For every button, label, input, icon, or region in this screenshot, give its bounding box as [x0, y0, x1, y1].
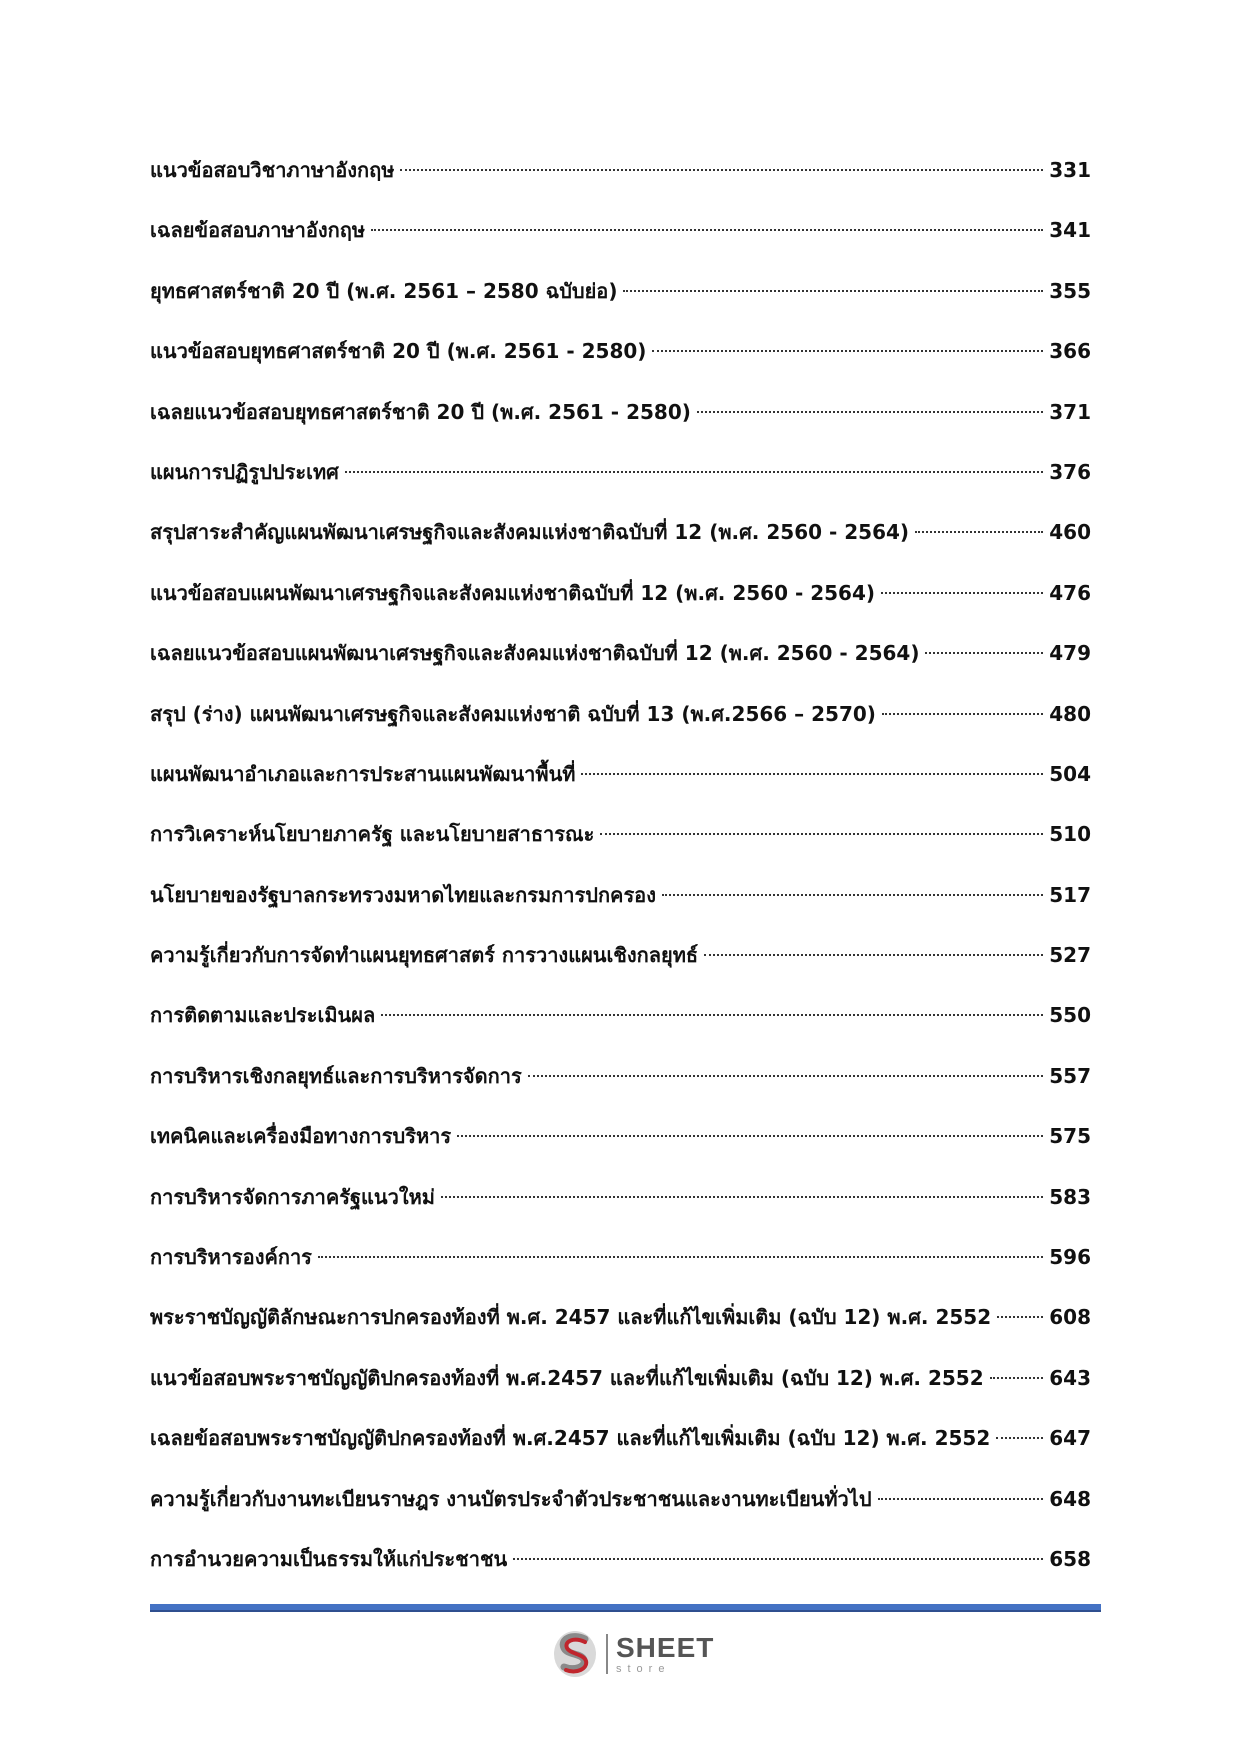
- toc-entry-page: 647: [1049, 1426, 1091, 1451]
- logo-subtitle: store: [616, 1662, 671, 1675]
- toc-entry-page: 341: [1049, 218, 1091, 243]
- toc-entry-title: การบริหารองค์การ: [150, 1245, 312, 1270]
- toc-dot-leader: [623, 290, 1043, 292]
- toc-entry[interactable]: [150, 875, 1091, 935]
- toc-entry-page: 557: [1049, 1063, 1091, 1088]
- toc-entry-page: 355: [1049, 278, 1091, 303]
- toc-entry[interactable]: [150, 271, 1091, 331]
- toc-entry-title: การบริหารจัดการภาครัฐแนวใหม่: [150, 1184, 435, 1209]
- toc-dot-leader: [581, 773, 1043, 775]
- toc-entry-title: เฉลยแนวข้อสอบยุทธศาสตร์ชาติ 20 ปี (พ.ศ. 2561 - 2580): [150, 399, 691, 424]
- toc-entry-title: การวิเคราะห์นโยบายภาครัฐ และนโยบายสาธารณะ: [150, 822, 595, 847]
- toc-entry-page: 658: [1049, 1546, 1091, 1571]
- sheet-store-logo: [552, 1628, 714, 1680]
- toc-entry-page: 575: [1049, 1124, 1091, 1149]
- toc-entry[interactable]: [150, 452, 1091, 512]
- sheet-store-logo-icon: [552, 1629, 598, 1679]
- toc-entry[interactable]: [150, 573, 1091, 633]
- toc-dot-leader: [697, 411, 1043, 413]
- toc-entry-page: 643: [1049, 1365, 1091, 1390]
- toc-entry-page: 550: [1049, 1003, 1091, 1028]
- toc-entry-title: การอำนวยความเป็นธรรมให้แก่ประชาชน: [150, 1546, 508, 1571]
- toc-entry[interactable]: [150, 935, 1091, 995]
- toc-dot-leader: [878, 1498, 1044, 1500]
- toc-entry[interactable]: [150, 392, 1091, 452]
- toc-entry[interactable]: [150, 150, 1091, 210]
- toc-entry[interactable]: [150, 331, 1091, 391]
- toc-entry[interactable]: [150, 1237, 1091, 1297]
- toc-entry-title: พระราชบัญญัติลักษณะการปกครองท้องที่ พ.ศ. 2457 และที่แก้ไขเพิ่มเติม (ฉบับ 12) พ.ศ. 2552: [150, 1305, 992, 1330]
- toc-dot-leader: [704, 954, 1043, 956]
- toc-entry-page: 583: [1049, 1184, 1091, 1209]
- toc-entry[interactable]: [150, 1297, 1091, 1357]
- toc-entry[interactable]: [150, 995, 1091, 1055]
- toc-entry-page: 479: [1049, 641, 1091, 666]
- logo-text: [616, 1631, 715, 1675]
- toc-entry-page: 596: [1049, 1245, 1091, 1270]
- toc-entry-page: 510: [1049, 822, 1091, 847]
- toc-entry-page: 376: [1049, 459, 1091, 484]
- toc-dot-leader: [662, 894, 1043, 896]
- toc-dot-leader: [371, 229, 1043, 231]
- toc-dot-leader: [996, 1437, 1043, 1439]
- toc-entry[interactable]: [150, 754, 1091, 814]
- toc-dot-leader: [457, 1135, 1043, 1137]
- table-of-contents: [150, 150, 1091, 1599]
- toc-entry[interactable]: [150, 1056, 1091, 1116]
- toc-entry-title: ความรู้เกี่ยวกับการจัดทำแผนยุทธศาสตร์ การวางแผนเชิงกลยุทธ์: [150, 943, 699, 968]
- toc-entry-page: 480: [1049, 701, 1091, 726]
- toc-entry[interactable]: [150, 633, 1091, 693]
- toc-entry[interactable]: [150, 1358, 1091, 1418]
- toc-dot-leader: [925, 652, 1043, 654]
- toc-entry-page: 460: [1049, 520, 1091, 545]
- toc-entry[interactable]: [150, 1116, 1091, 1176]
- toc-entry-title: เฉลยข้อสอบพระราชบัญญัติปกครองท้องที่ พ.ศ.2457 และที่แก้ไขเพิ่มเติม (ฉบับ 12) พ.ศ. 2552: [150, 1426, 991, 1451]
- footer-rule: [150, 1604, 1101, 1612]
- logo-separator: [606, 1634, 608, 1674]
- toc-entry-page: 476: [1049, 580, 1091, 605]
- toc-entry[interactable]: [150, 1479, 1091, 1539]
- toc-entry-title: การติดตามและประเมินผล: [150, 1003, 376, 1028]
- toc-dot-leader: [528, 1075, 1044, 1077]
- toc-entry[interactable]: [150, 210, 1091, 270]
- toc-entry-page: 366: [1049, 339, 1091, 364]
- toc-entry-title: เฉลยข้อสอบภาษาอังกฤษ: [150, 218, 366, 243]
- toc-entry-title: สรุป (ร่าง) แผนพัฒนาเศรษฐกิจและสังคมแห่งชาติ ฉบับที่ 13 (พ.ศ.2566 – 2570): [150, 701, 876, 726]
- toc-dot-leader: [881, 592, 1043, 594]
- toc-dot-leader: [882, 713, 1043, 715]
- toc-entry-title: นโยบายของรัฐบาลกระทรวงมหาดไทยและกรมการปกครอง: [150, 882, 656, 907]
- toc-dot-leader: [441, 1196, 1043, 1198]
- toc-entry[interactable]: [150, 694, 1091, 754]
- toc-dot-leader: [318, 1256, 1043, 1258]
- toc-entry[interactable]: [150, 512, 1091, 572]
- toc-entry-title: แนวข้อสอบพระราชบัญญัติปกครองท้องที่ พ.ศ.2457 และที่แก้ไขเพิ่มเติม (ฉบับ 12) พ.ศ. 2552: [150, 1365, 984, 1390]
- toc-entry-title: ความรู้เกี่ยวกับงานทะเบียนราษฎร งานบัตรประจำตัวประชาชนและงานทะเบียนทั่วไป: [150, 1486, 872, 1511]
- toc-entry-title: แนวข้อสอบแผนพัฒนาเศรษฐกิจและสังคมแห่งชาติฉบับที่ 12 (พ.ศ. 2560 - 2564): [150, 580, 876, 605]
- toc-dot-leader: [990, 1377, 1044, 1379]
- toc-entry-title: ยุทธศาสตร์ชาติ 20 ปี (พ.ศ. 2561 – 2580 ฉบับย่อ): [150, 278, 618, 303]
- toc-dot-leader: [400, 169, 1043, 171]
- toc-entry[interactable]: [150, 814, 1091, 874]
- toc-dot-leader: [915, 531, 1043, 533]
- toc-entry-page: 648: [1049, 1486, 1091, 1511]
- toc-entry-title: แนวข้อสอบวิชาภาษาอังกฤษ: [150, 158, 395, 182]
- toc-dot-leader: [600, 833, 1043, 835]
- toc-entry-page: 527: [1049, 943, 1091, 968]
- toc-entry-title: สรุปสาระสำคัญแผนพัฒนาเศรษฐกิจและสังคมแห่งชาติฉบับที่ 12 (พ.ศ. 2560 - 2564): [150, 520, 910, 545]
- toc-entry-page: 331: [1049, 158, 1091, 182]
- toc-entry[interactable]: [150, 1177, 1091, 1237]
- toc-entry-page: 504: [1049, 761, 1091, 786]
- logo-word: SHEET: [616, 1631, 715, 1663]
- toc-entry-page: 608: [1049, 1305, 1091, 1330]
- toc-dot-leader: [652, 350, 1043, 352]
- toc-dot-leader: [513, 1558, 1043, 1560]
- toc-dot-leader: [381, 1014, 1043, 1016]
- toc-entry-page: 517: [1049, 882, 1091, 907]
- toc-entry-title: แนวข้อสอบยุทธศาสตร์ชาติ 20 ปี (พ.ศ. 2561 - 2580): [150, 339, 647, 364]
- toc-entry[interactable]: [150, 1539, 1091, 1599]
- toc-entry-title: แผนพัฒนาอำเภอและการประสานแผนพัฒนาพื้นที่: [150, 761, 576, 786]
- toc-entry-title: เทคนิคและเครื่องมือทางการบริหาร: [150, 1124, 452, 1149]
- toc-entry-title: แผนการปฏิรูปประเทศ: [150, 459, 339, 484]
- toc-entry-title: เฉลยแนวข้อสอบแผนพัฒนาเศรษฐกิจและสังคมแห่งชาติฉบับที่ 12 (พ.ศ. 2560 - 2564): [150, 641, 920, 666]
- toc-entry-page: 371: [1049, 399, 1091, 424]
- toc-dot-leader: [345, 471, 1043, 473]
- toc-entry[interactable]: [150, 1418, 1091, 1478]
- toc-entry-title: การบริหารเชิงกลยุทธ์และการบริหารจัดการ: [150, 1063, 522, 1088]
- toc-dot-leader: [997, 1316, 1043, 1318]
